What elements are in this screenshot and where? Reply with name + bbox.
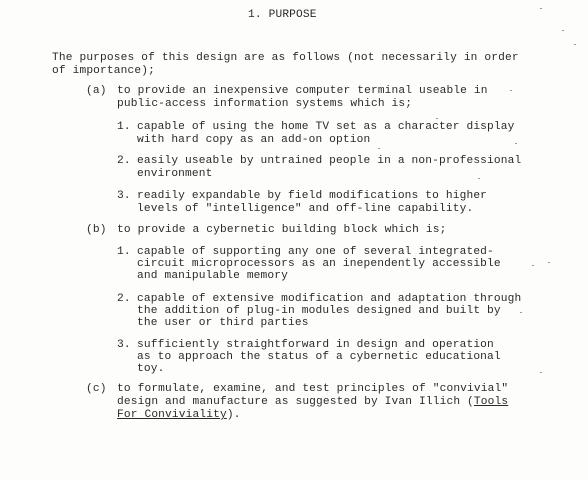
section-a-marker: (a) <box>86 85 107 97</box>
item-b1-line-2: circuit microprocessors as an inependently accessible <box>137 258 501 270</box>
scan-speck <box>515 143 517 144</box>
item-a2-line-2: environment <box>137 168 213 180</box>
section-c-line-3 <box>117 409 241 422</box>
section-c-closing: ). <box>226 409 241 421</box>
item-a3-number: 3. <box>117 190 131 202</box>
scan-speck <box>436 118 438 119</box>
item-a1-line-1: capable of using the home TV set as a character display <box>137 121 515 133</box>
scan-speck <box>510 90 512 91</box>
item-a1-line-2: with hard copy as an add-on option <box>137 134 371 146</box>
item-b1-line-3: and manipulable memory <box>137 270 288 282</box>
item-b3-number: 3. <box>117 339 131 351</box>
scan-speck <box>540 8 542 9</box>
section-c-line-1: to formulate, examine, and test principles of "convivial" <box>117 383 509 395</box>
item-b1-line-1: capable of supporting any one of several integrated- <box>137 246 494 258</box>
scan-speck <box>520 312 522 313</box>
item-b3-line-3: toy. <box>137 363 165 375</box>
item-a2-line-1: easily useable by untrained people in a non-professional <box>137 155 522 167</box>
intro-line-1: The purposes of this design are as follows (not necessarily in order <box>52 52 519 64</box>
item-b2-number: 2. <box>117 293 131 305</box>
section-heading: 1. PURPOSE <box>248 9 317 21</box>
item-b3-line-1: sufficiently straightforward in design and operation <box>137 339 494 351</box>
scan-speck <box>548 262 550 263</box>
item-a1-number: 1. <box>117 121 131 133</box>
section-c-line-2-text: design and manufacture as suggested by Ivan Illich ( <box>117 396 474 408</box>
item-b2-line-3: the user or third parties <box>137 317 309 329</box>
item-a3-line-1: readily expandable by field modifications to higher <box>137 190 488 202</box>
section-c-marker: (c) <box>86 383 107 395</box>
section-b-marker: (b) <box>86 224 107 236</box>
item-a2-number: 2. <box>117 155 131 167</box>
section-a-line-1: to provide an inexpensive computer terminal useable in <box>117 85 488 97</box>
item-a3-line-2: levels of "intelligence" and off-line capability. <box>137 203 474 215</box>
book-title-part-2: For Conviviality <box>117 409 227 421</box>
section-a-line-2: public-access information systems which is; <box>117 98 413 110</box>
item-b1-number: 1. <box>117 246 131 258</box>
scan-speck <box>378 148 380 149</box>
book-title-part-1: Tools <box>473 396 509 408</box>
scan-speck <box>562 30 564 31</box>
section-b-line-1: to provide a cybernetic building block which is; <box>117 224 447 236</box>
section-c-line-2 <box>117 396 508 409</box>
item-b2-line-2: the addition of plug-in modules designed and built by <box>137 305 501 317</box>
item-b3-line-2: as to approach the status of a cybernetic educational <box>137 351 501 363</box>
intro-line-2: of importance); <box>52 65 155 77</box>
scan-speck <box>478 178 480 179</box>
item-b2-line-1: capable of extensive modification and adaptation through <box>137 293 522 305</box>
scan-speck <box>532 265 534 266</box>
scan-speck <box>574 44 576 45</box>
scan-speck <box>540 372 542 373</box>
